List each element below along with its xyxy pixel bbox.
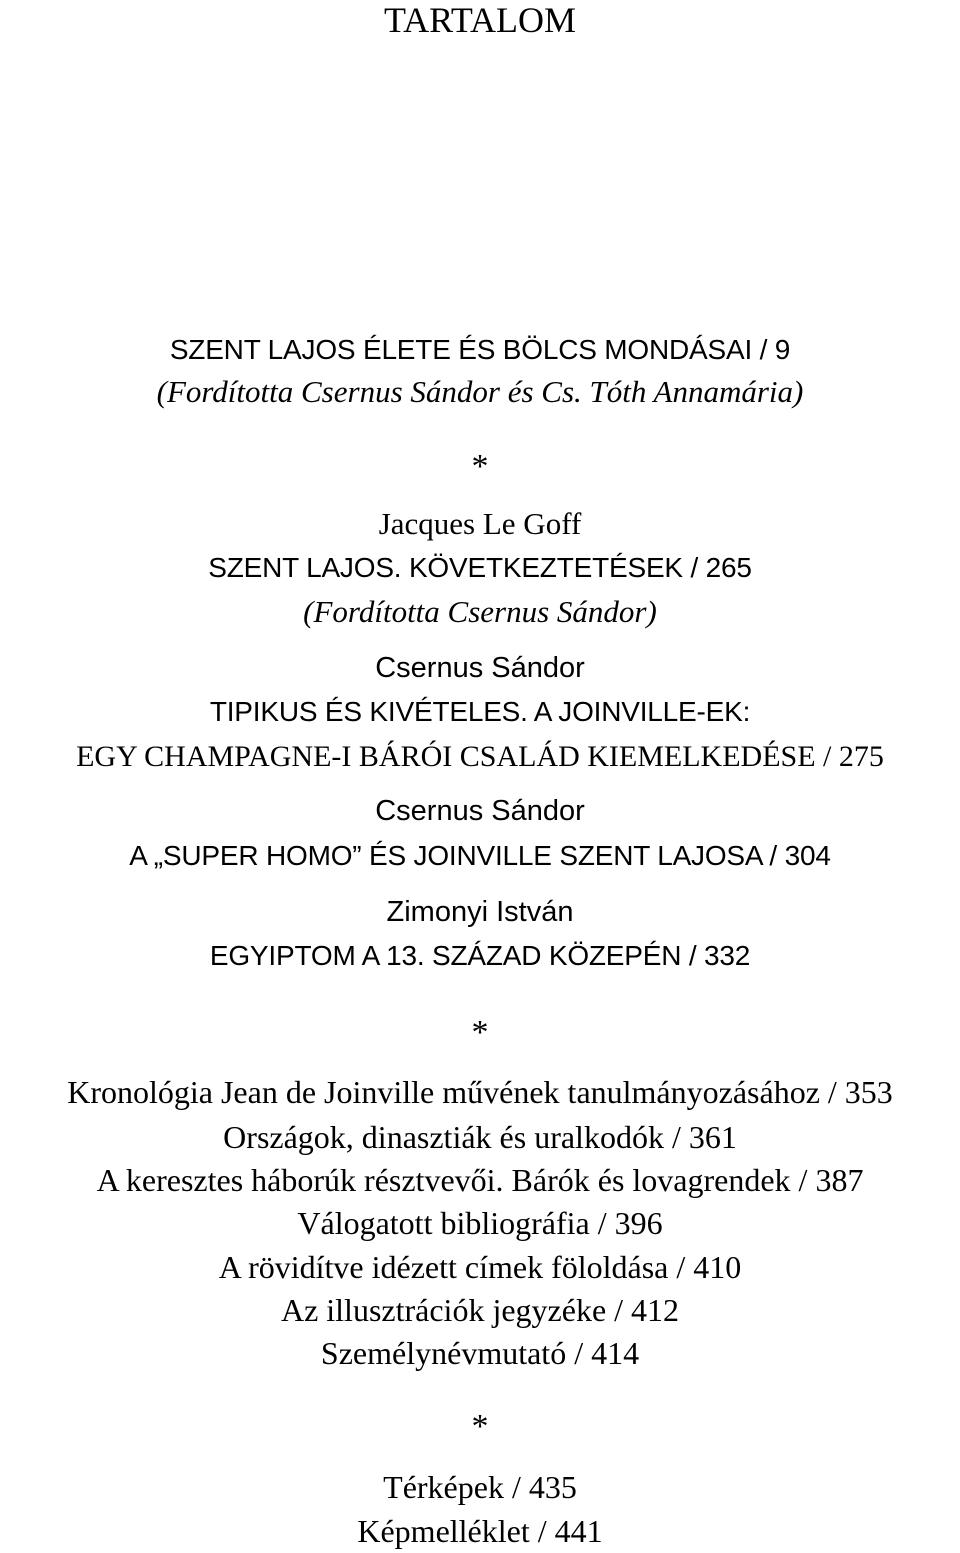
toc-entry: A rövidítve idézett címek föloldása / 410 [218, 1249, 742, 1285]
toc-entry: Kronológia Jean de Joinville művének tanulmányozásához / 353 [67, 1074, 893, 1110]
toc-entry-translator: (Fordította Csernus Sándor és Cs. Tóth Annamária) [156, 374, 804, 409]
section-separator: * [471, 1014, 489, 1051]
toc-entry-author: Csernus Sándor [375, 652, 585, 684]
toc-entry-author: Jacques Le Goff [378, 506, 582, 541]
toc-entry-author: Csernus Sándor [375, 795, 585, 827]
toc-entry: Térképek / 435 [383, 1469, 577, 1505]
section-separator: * [471, 1408, 489, 1445]
toc-entry: A keresztes háborúk résztvevői. Bárók és lovagrendek / 387 [96, 1162, 864, 1198]
page-title: TARTALOM [383, 0, 577, 40]
toc-entry: Országok, dinasztiák és uralkodók / 361 [223, 1119, 737, 1155]
toc-entry-title: TIPIKUS ÉS KIVÉTELES. A JOINVILLE-EK: [209, 696, 751, 727]
toc-entry-translator: (Fordította Csernus Sándor) [303, 594, 657, 629]
toc-entry-title: EGYIPTOM A 13. SZÁZAD KÖZEPÉN / 332 [209, 940, 751, 971]
toc-entry-title: EGY CHAMPAGNE-I BÁRÓI CSALÁD KIEMELKEDÉSE / 275 [76, 740, 884, 773]
section-separator: * [471, 448, 489, 485]
toc-entry-author: Zimonyi István [386, 896, 574, 928]
toc-entry-title: SZENT LAJOS ÉLETE ÉS BÖLCS MONDÁSAI / 9 [169, 334, 791, 365]
toc-entry: Képmelléklet / 441 [357, 1513, 603, 1549]
toc-entry: Válogatott bibliográfia / 396 [297, 1205, 663, 1241]
toc-entry-title: A „SUPER HOMO” ÉS JOINVILLE SZENT LAJOSA / 304 [129, 840, 831, 871]
toc-entry: Az illusztrációk jegyzéke / 412 [280, 1292, 680, 1328]
toc-entry-title: SZENT LAJOS. KÖVETKEZTETÉSEK / 265 [208, 552, 752, 583]
toc-entry: Személynévmutató / 414 [320, 1335, 640, 1371]
